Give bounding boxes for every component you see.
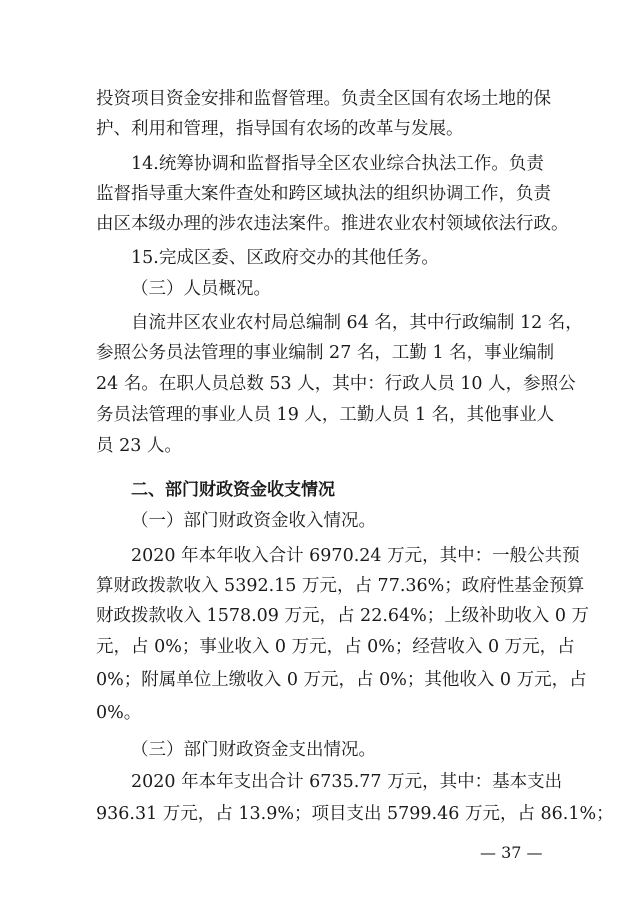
text-line: 14.统筹协调和监督指导全区农业综合执法工作。负责 [131, 154, 544, 174]
text-line: 护、利用和管理，指导国有农场的改革与发展。 [96, 119, 464, 139]
text-line: 财政拨款收入 1578.09 万元，占 22.64%；上级补助收入 0 万 [96, 606, 590, 626]
text-line: 2020 年本年收入合计 6970.24 万元，其中：一般公共预 [131, 546, 580, 566]
section-subheading: （三）部门财政资金支出情况。 [131, 740, 376, 760]
text-line: 监督指导重大案件查处和跨区域执法的组织协调工作，负责 [96, 184, 551, 204]
text-line: 参照公务员法管理的事业编制 27 名，工勤 1 名，事业编制 [96, 343, 555, 363]
text-line: 元，占 0%；事业收入 0 万元，占 0%；经营收入 0 万元，占 [96, 637, 575, 657]
section-heading: 二、部门财政资金收支情况 [131, 480, 335, 500]
text-line: 员 23 人。 [96, 436, 182, 456]
text-line: 0%。 [96, 703, 142, 723]
page-number: — 37 — [480, 843, 543, 862]
text-line: 务员法管理的事业人员 19 人，工勤人员 1 名，其他事业人 [96, 405, 555, 425]
text-line: 算财政拨款收入 5392.15 万元，占 77.36%；政府性基金预算 [96, 576, 585, 596]
text-line: 15.完成区委、区政府交办的其他任务。 [131, 248, 439, 268]
text-line: 投资项目资金安排和监督管理。负责全区国有农场土地的保 [96, 89, 551, 109]
text-line: 2020 年本年支出合计 6735.77 万元，其中：基本支出 [131, 772, 563, 792]
text-line: 自流井区农业农村局总编制 64 名，其中行政编制 12 名， [131, 313, 583, 333]
text-line: 由区本级办理的涉农违法案件。推进农业农村领域依法行政。 [96, 214, 569, 234]
section-subheading: （一）部门财政资金收入情况。 [131, 511, 376, 531]
text-line: 936.31 万元，占 13.9%；项目支出 5799.46 万元，占 86.1%； [96, 804, 614, 824]
text-line: 0%；附属单位上缴收入 0 万元，占 0%；其他收入 0 万元，占 [96, 670, 587, 690]
section-subheading: （三）人员概况。 [131, 279, 271, 299]
text-line: 24 名。在职人员总数 53 人，其中：行政人员 10 人，参照公 [96, 374, 576, 394]
